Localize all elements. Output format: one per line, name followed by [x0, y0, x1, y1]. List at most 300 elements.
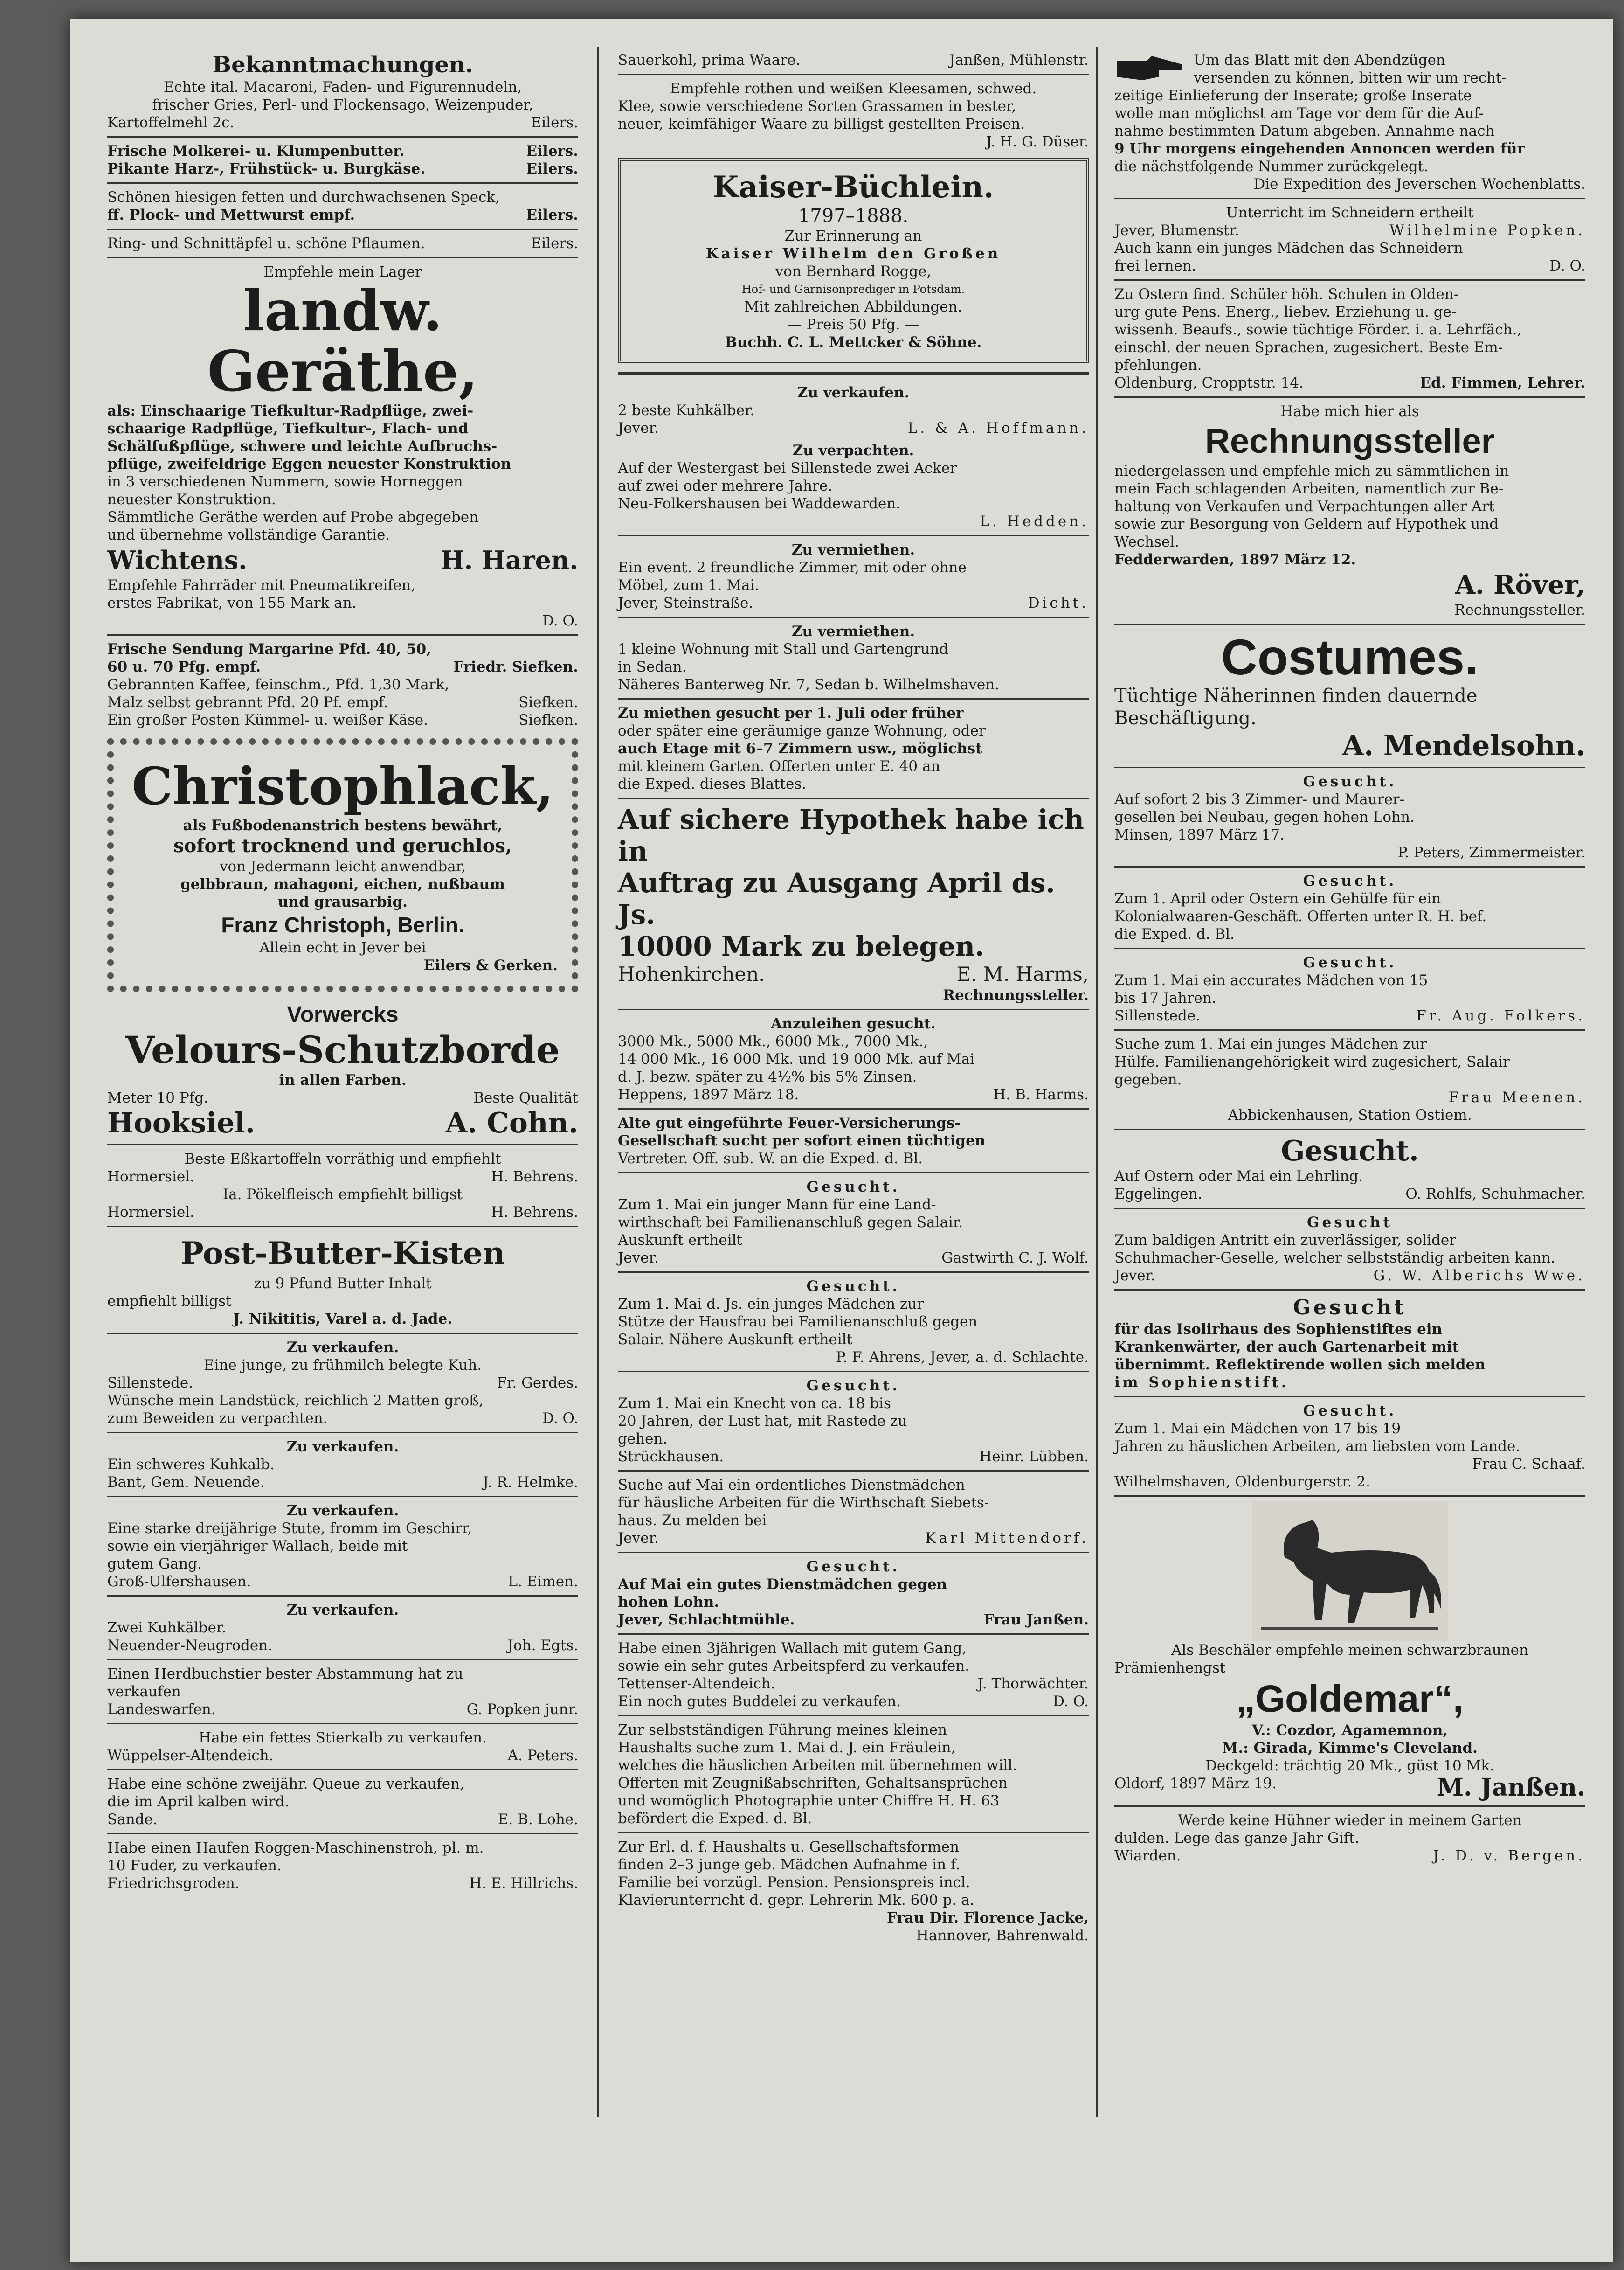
divider [1114, 1029, 1585, 1031]
ad-mendelsohn [1114, 630, 1585, 762]
ad-signature: P. F. Ahrens, Jever, a. d. Schlachte. [836, 1349, 1089, 1366]
ad-butter-kisten [107, 1232, 578, 1328]
ad-place: Wichtens. [107, 545, 248, 575]
ad-line: zeitige Einlieferung der Inserate; große Inserate [1114, 87, 1472, 104]
ad-line: Offerten mit Zeugnißabschriften, Gehaltsansprüchen [618, 1775, 1008, 1791]
ad-line: 9 Uhr morgens eingehenden Annoncen werden für [1114, 140, 1525, 157]
ad-signature: Frau Janßen. [983, 1611, 1089, 1628]
ad-line: die Exped. d. Bl. [1114, 926, 1235, 943]
ad-place: Hohenkirchen. [618, 963, 765, 986]
ad-line: Habe ein fettes Stierkalb zu verkaufen. [199, 1729, 487, 1746]
ad-line: haus. Zu melden bei [618, 1512, 767, 1529]
ad-line: Um das Blatt mit den Abendzügen [1194, 52, 1445, 69]
ad-line: Auf der Westergast bei Sillenstede zwei Acker [618, 460, 957, 477]
ad-behrens [107, 1150, 578, 1221]
ad-line: sofort trocknend und geruchlos, [173, 835, 512, 857]
ad-line: Meter 10 Pfg. [107, 1090, 208, 1106]
ad-line: zum Beweiden zu verpachten. [107, 1410, 328, 1427]
ad-line: neuer, keimfähiger Waare zu billigst gestellten Preisen. [618, 116, 1025, 132]
ad-place: Heppens, 1897 März 18. [618, 1086, 799, 1103]
ad-line: dulden. Lege das ganze Jahr Gift. [1114, 1830, 1360, 1847]
ad-line: 2 beste Kuhkälber. [618, 402, 755, 419]
column-3 [1114, 51, 1585, 1869]
ad-line: pflüge, zweifeldrige Eggen neuester Konstruktion [107, 456, 511, 472]
ad-line: Pikante Harz-, Frühstück- u. Burgkäse. [107, 160, 426, 177]
ad-line: Empfehle rothen und weißen Kleesamen, schwed. [670, 80, 1037, 97]
divider [1114, 767, 1585, 768]
column-1 [107, 51, 578, 1897]
ad-line: Haushalts suche zum 1. Mai d. J. ein Fräulein, [618, 1739, 956, 1756]
ad-folkers-meenen [1114, 954, 1585, 1124]
divider [1114, 1495, 1585, 1497]
divider [107, 1333, 578, 1334]
ad-line: die nächstfolgende Nummer zurückgelegt. [1114, 158, 1429, 175]
ad-heading: Gesucht. [1303, 954, 1397, 971]
ad-line: im Sophienstift. [1114, 1374, 1289, 1391]
ad-line: Familie bei vorzügl. Pension. Pensionspreis incl. [618, 1874, 970, 1891]
divider [618, 1633, 1089, 1635]
ad-line: Habe einen 3jährigen Wallach mit gutem Gang, [618, 1640, 967, 1657]
divider [107, 1659, 578, 1660]
ad-kaiser-buechlein [618, 158, 1089, 363]
ad-line: Zu Ostern find. Schüler höh. Schulen in Olden- [1114, 286, 1459, 303]
ad-line: 10000 Mark zu belegen. [618, 930, 985, 962]
ad-eilers-apples [107, 235, 578, 252]
ad-line: Zum 1. Mai ein junger Mann für eine Land- [618, 1196, 936, 1213]
ad-eilers-speck [107, 188, 578, 224]
divider [107, 1723, 578, 1724]
ad-line: schaarige Radpflüge, Tiefkultur-, Flach- und [107, 420, 469, 437]
divider [618, 617, 1089, 618]
ad-signature: Eilers. [526, 207, 578, 223]
ad-line: Frische Molkerei- u. Klumpenbutter. [107, 143, 405, 160]
ad-line: und übernehme vollständige Garantie. [107, 527, 390, 543]
ad-signature: Siefken. [518, 712, 578, 729]
ad-heading: Zu verkaufen. [286, 1339, 399, 1356]
ad-line: Vorwercks [287, 1002, 399, 1027]
ad-line: Beste Qualität [473, 1090, 578, 1106]
ad-signature: A. Cohn. [445, 1107, 578, 1139]
ad-helmke [107, 1438, 578, 1491]
ad-expedition-notice [1114, 51, 1585, 193]
ad-various-sales [107, 1601, 578, 1892]
ad-line: Klee, sowie verschiedene Sorten Grassamen in bester, [618, 98, 1016, 115]
ad-signature: E. B. Lohe. [498, 1811, 578, 1828]
ad-line: versenden zu können, bitten wir um recht- [1194, 69, 1507, 86]
ad-place: Sande. [107, 1811, 158, 1828]
ad-line: Kolonialwaaren-Geschäft. Offerten unter R. H. bef. [1114, 908, 1487, 925]
ad-thorwaechter [618, 1639, 1089, 1710]
divider [618, 698, 1089, 700]
ad-signature: Wilhelmine Popken. [1389, 222, 1585, 239]
horse-illustration [1252, 1501, 1448, 1641]
ad-heading: Gesucht. [1303, 873, 1397, 889]
divider [618, 535, 1089, 536]
ad-signature: L. Eimen. [508, 1573, 578, 1590]
ad-heading: Gesucht [1293, 1296, 1407, 1319]
section-title: Bekanntmachungen. [212, 52, 473, 78]
ad-line: Vertreter. Off. sub. W. an die Exped. d. Bl. [618, 1150, 923, 1167]
ad-zu-miethen [618, 704, 1089, 793]
ad-signature: H. Behrens. [491, 1168, 578, 1185]
ad-signature: D. O. [542, 612, 578, 629]
ad-line: Ia. Pökelfleisch empfiehlt billigst [222, 1186, 463, 1203]
ad-line: bis 17 Jahren. [1114, 990, 1216, 1007]
ad-line: befördert die Exped. d. Bl. [618, 1810, 812, 1827]
column-rule [597, 47, 599, 2117]
ad-line: Auskunft ertheilt [618, 1232, 742, 1249]
ad-signature: Buchh. C. L. Mettcker & Söhne. [725, 334, 982, 351]
ad-line: Auf Ostern oder Mai ein Lehrling. [1114, 1168, 1363, 1185]
ad-line: Ein schweres Kuhkalb. [107, 1456, 275, 1473]
ad-line: Habe einen Haufen Roggen-Maschinenstroh, pl. m. [107, 1840, 484, 1856]
ad-signature: Gastwirth C. J. Wolf. [941, 1250, 1089, 1266]
ad-signature: Janßen, Mühlenstr. [949, 52, 1089, 69]
ad-line: Ein event. 2 freundliche Zimmer, mit oder ohne [618, 559, 967, 576]
divider [618, 798, 1089, 799]
divider [107, 634, 578, 636]
ad-signature: H. Haren. [440, 545, 578, 575]
ad-line: für das Isolirhaus des Sophienstiftes ein [1114, 1321, 1443, 1338]
ad-line: niedergelassen und empfehle mich zu sämmtlichen in [1114, 463, 1509, 479]
ad-headline: „Goldemar“, [1236, 1678, 1464, 1720]
ad-line: neuester Konstruktion. [107, 491, 276, 508]
ad-line: einschl. der neuen Sprachen, zugesichert. Beste Em- [1114, 339, 1503, 356]
ad-alberichs [1114, 1214, 1585, 1284]
ad-heading: Zu vermiethen. [791, 623, 915, 640]
ad-headline: Post-Butter-Kisten [180, 1235, 505, 1271]
divider [1114, 198, 1585, 199]
ad-signature: Hannover, Bahrenwald. [916, 1927, 1089, 1944]
divider [618, 74, 1089, 75]
ad-headline: Costumes. [1221, 629, 1479, 685]
ad-line: urg gute Pens. Energ., liebev. Erziehung u. ge- [1114, 304, 1457, 320]
divider [1114, 279, 1585, 281]
ad-dicht [618, 541, 1089, 612]
ad-signature: J. Thorwächter. [977, 1675, 1089, 1692]
ad-line: Prämienhengst [1114, 1659, 1226, 1676]
ad-heading: Gesucht. [806, 1179, 900, 1195]
ad-line: finden 2–3 junge geb. Mädchen Aufnahme in f. [618, 1856, 961, 1873]
ad-line: Zum baldigen Antritt ein zuverlässiger, solider [1114, 1232, 1456, 1249]
ad-signature: D. O. [1549, 257, 1585, 274]
ad-line: Ring- und Schnittäpfel u. schöne Pflaumen. [107, 235, 425, 252]
ad-place: Minsen, 1897 März 17. [1114, 826, 1285, 843]
ad-line: Wechsel. [1114, 534, 1180, 550]
ad-heading: Gesucht. [806, 1278, 900, 1295]
ad-signature: Eilers & Gerken. [423, 957, 558, 974]
ad-line: mein Fach schlagenden Arbeiten, namentlich zur Be- [1114, 480, 1504, 497]
ad-headline: Kaiser-Büchlein. [712, 170, 994, 205]
ad-place: Neuender-Neugroden. [107, 1637, 273, 1654]
ad-eimen [107, 1502, 578, 1590]
ad-janssen-duser [618, 51, 1089, 151]
divider [107, 1833, 578, 1834]
divider [1114, 1289, 1585, 1291]
ad-heading: Zu verkaufen. [797, 384, 910, 401]
ad-line: Neu-Folkershausen bei Waddewarden. [618, 495, 901, 512]
ad-headline: Velours-Schutzborde [125, 1028, 560, 1072]
ad-place: Abbickenhausen, Station Ostiem. [1228, 1107, 1472, 1124]
ad-signature: Siefken. [518, 694, 578, 711]
ad-line: Deckgeld: trächtig 20 Mk., güst 10 Mk. [1205, 1757, 1494, 1774]
ad-line: Habe eine schöne zweijähr. Queue zu verkaufen, [107, 1776, 464, 1792]
ad-line: Kaiser Wilhelm den Großen [705, 245, 1001, 262]
ad-line: pfehlungen. [1114, 357, 1202, 374]
ad-line: 3000 Mk., 5000 Mk., 6000 Mk., 7000 Mk., [618, 1033, 928, 1050]
ad-line: erstes Fabrikat, von 155 Mark an. [107, 595, 357, 611]
ad-jacke-pension [618, 1838, 1089, 1944]
ad-place: Jever, Steinstraße. [618, 595, 753, 611]
ad-sophienstift [1114, 1295, 1585, 1391]
divider [107, 1595, 578, 1597]
ad-signature: Frau Dir. Florence Jacke, [886, 1909, 1089, 1926]
ad-line: Sauerkohl, prima Waare. [618, 52, 801, 69]
ad-place: Oldorf, 1897 März 19. [1114, 1775, 1277, 1792]
ad-line: 20 Jahren, der Lust hat, mit Rastede zu [618, 1413, 907, 1430]
ad-line: Eine junge, zu frühmilch belegte Kuh. [203, 1357, 482, 1374]
ad-heading: Gesucht [1307, 1214, 1393, 1231]
ad-signature: L. Hedden. [980, 513, 1089, 530]
ad-signature: H. B. Harms. [993, 1086, 1089, 1103]
ad-place: Groß-Ulfershausen. [107, 1573, 251, 1590]
ad-fraeulein [618, 1721, 1089, 1827]
ad-signature: J. D. v. Bergen. [1433, 1847, 1585, 1864]
ad-line: Gebrannten Kaffee, feinschm., Pfd. 1,30 Mark, [107, 676, 449, 693]
ad-gerdes [107, 1339, 578, 1427]
ad-line: in allen Farben. [279, 1072, 407, 1089]
ad-signature: G. Popken junr. [466, 1701, 578, 1718]
ad-line: wirthschaft bei Familienanschluß gegen Salair. [618, 1214, 963, 1231]
ad-line: Schönen hiesigen fetten und durchwachsenen Speck, [107, 189, 500, 206]
divider [1114, 396, 1585, 398]
ad-line: Einen Herdbuchstier bester Abstammung hat zu [107, 1666, 463, 1682]
ad-line: Suche auf Mai ein ordentliches Dienstmädchen [618, 1477, 965, 1493]
ad-line: Klavierunterricht d. gepr. Lehrerin Mk. 600 p. a. [618, 1892, 974, 1909]
ad-line: Unterricht im Schneidern ertheilt [1226, 204, 1474, 221]
divider [1114, 948, 1585, 949]
ad-place: Landeswarfen. [107, 1701, 216, 1718]
ad-line: Werde keine Hühner wieder in meinem Garten [1178, 1812, 1522, 1829]
ad-signature: Dicht. [1028, 595, 1089, 611]
ad-line: und womöglich Photographie unter Chiffre H. H. 63 [618, 1792, 1000, 1809]
ad-signature: Rechnungssteller. [943, 987, 1089, 1004]
ad-line: hohen Lohn. [618, 1594, 719, 1611]
ad-line: Beste Eßkartoffeln vorräthig und empfiehlt [184, 1151, 501, 1167]
ad-signature: A. Röver, [1455, 569, 1585, 600]
ad-siefken [107, 640, 578, 729]
ad-line: verkaufen [107, 1683, 181, 1700]
ad-signature: Karl Mittendorf. [925, 1530, 1089, 1547]
ad-line: Zur Erinnerung an [784, 228, 922, 244]
ad-eilers-pasta [107, 51, 578, 132]
ad-place: Wilhelmshaven, Oldenburgerstr. 2. [1114, 1473, 1370, 1490]
ad-eilers-butter [107, 142, 578, 178]
ad-line: Zwei Kuhkälber. [107, 1619, 227, 1636]
ad-line: Ein großer Posten Kümmel- u. weißer Käse. [107, 712, 428, 729]
ad-line: die Exped. dieses Blattes. [618, 776, 807, 792]
ad-line: 10 Fuder, zu verkaufen. [107, 1857, 282, 1874]
ad-place: Sillenstede. [1114, 1007, 1201, 1024]
ad-line: Auf Mai ein gutes Dienstmädchen gegen [618, 1576, 947, 1593]
ad-heading: Zu verkaufen. [286, 1438, 399, 1455]
ad-place: Tettenser-Altendeich. [618, 1675, 775, 1692]
ad-signature: J. R. Helmke. [483, 1474, 578, 1491]
ad-signature: P. Peters, Zimmermeister. [1397, 844, 1585, 861]
divider [618, 1832, 1089, 1833]
ad-wolf [618, 1178, 1089, 1267]
ad-line: empfiehlt billigst [107, 1293, 232, 1310]
ad-line: Zur Erl. d. f. Haushalts u. Gesellschaftsformen [618, 1839, 959, 1855]
ad-bergen [1114, 1812, 1585, 1865]
ad-line: Beschäftigung. [1114, 708, 1257, 729]
divider [107, 1226, 578, 1227]
ad-line: gehen. [618, 1430, 668, 1447]
ad-sedan-wohnung [618, 623, 1089, 694]
ad-line: haltung von Verkaufen und Verpachtungen aller Art [1114, 498, 1495, 515]
ad-line: Als Beschäler empfehle meinen schwarzbraunen [1171, 1642, 1528, 1659]
ad-signature: Fr. Aug. Folkers. [1416, 1007, 1585, 1024]
divider [618, 1552, 1089, 1553]
ad-signature: M. Janßen. [1437, 1773, 1585, 1802]
ad-line: Suche zum 1. Mai ein junges Mädchen zur [1114, 1036, 1427, 1053]
ad-line: Zum 1. Mai d. Js. ein junges Mädchen zur [618, 1296, 924, 1312]
ad-heading: Zu verpachten. [792, 442, 914, 459]
ad-line: ff. Plock- und Mettwurst empf. [107, 207, 355, 223]
ad-signature: A. Peters. [507, 1747, 578, 1764]
ad-line: gutem Gang. [107, 1555, 202, 1572]
ad-signature: Heinr. Lübben. [979, 1448, 1089, 1465]
ad-schaaf [1114, 1402, 1585, 1491]
ad-anzuleihen [618, 1015, 1089, 1104]
ad-line: Tüchtige Näherinnen finden dauernde [1114, 685, 1478, 707]
ad-line: Zum 1. Mai ein accurates Mädchen von 15 [1114, 972, 1428, 989]
divider [107, 1496, 578, 1497]
ad-signature: O. Rohlfs, Schuhmacher. [1405, 1186, 1585, 1202]
ad-place: Jever. [618, 1530, 659, 1547]
ad-line: welches die häuslichen Arbeiten mit übernehmen will. [618, 1757, 1017, 1774]
ad-line: Habe mich hier als [1280, 403, 1419, 420]
ad-line: Ein noch gutes Buddelei zu verkaufen. [618, 1693, 901, 1710]
pointing-hand-icon [1114, 51, 1184, 84]
ad-line: Jahren zu häuslichen Arbeiten, am liebsten vom Lande. [1114, 1438, 1520, 1455]
ad-signature: E. M. Harms, [956, 963, 1089, 986]
ad-signature: D. O. [1053, 1693, 1089, 1710]
divider [618, 1108, 1089, 1110]
divider [1114, 1129, 1585, 1130]
ad-line: Hof- und Garnisonprediger in Potsdam. [741, 283, 965, 296]
ad-line: Alte gut eingeführte Feuer-Versicherungs- [618, 1115, 961, 1132]
ad-signature: Die Expedition des Jeverschen Wochenblatts. [1253, 176, 1585, 193]
ad-line: 60 u. 70 Pfg. empf. [107, 659, 261, 675]
ad-signature: Eilers. [526, 143, 578, 160]
divider [618, 1371, 1089, 1372]
ad-line: Zur selbstständigen Führung meines kleinen [618, 1722, 947, 1738]
ad-line: Sämmtliche Geräthe werden auf Probe abgegeben [107, 509, 479, 526]
ad-line: oder später eine geräumige ganze Wohnung, oder [618, 722, 986, 739]
ad-line: mit kleinem Garten. Offerten unter E. 40 an [618, 758, 940, 775]
ad-place: Jever. [1114, 1267, 1155, 1284]
ad-line: — Preis 50 Pfg. — [787, 316, 919, 333]
ad-peters [1114, 773, 1585, 861]
ad-place: Eggelingen. [1114, 1186, 1202, 1202]
divider [1114, 1396, 1585, 1397]
ad-place: Hooksiel. [107, 1107, 255, 1139]
ad-line: Echte ital. Macaroni, Faden- und Figurennudeln, [163, 79, 522, 96]
ad-line: zu 9 Pfund Butter Inhalt [254, 1275, 432, 1292]
ad-line: Stütze der Hausfrau bei Familienanschluß gegen [618, 1313, 978, 1330]
ad-signature: Joh. Egts. [507, 1637, 578, 1654]
divider [618, 1470, 1089, 1472]
ad-place: Sillenstede. [107, 1374, 193, 1391]
divider [1114, 1805, 1585, 1807]
divider [618, 1172, 1089, 1173]
ad-line: wissenh. Beaufs., sowie tüchtige Förder. i. a. Lehrfäch., [1114, 321, 1522, 338]
ad-signature: H. Behrens. [491, 1204, 578, 1221]
ad-line: auf zwei oder mehrere Jahre. [618, 478, 833, 494]
ad-popken-schneidern [1114, 204, 1585, 275]
ad-line: Schälfußpflüge, schwere und leichte Aufbruchs- [107, 438, 498, 455]
ad-place: Wiarden. [1114, 1847, 1181, 1864]
ad-line: Malz selbst gebrannt Pfd. 20 Pf. empf. [107, 694, 388, 711]
ad-place: Friedrichsgroden. [107, 1875, 240, 1892]
ad-line: Allein echt in Jever bei [259, 939, 426, 956]
ad-heading: Gesucht. [806, 1558, 900, 1575]
ad-heading: Zu verkaufen. [286, 1502, 399, 1519]
ad-line: Eine starke dreijährige Stute, fromm im Geschirr, [107, 1520, 472, 1537]
ad-line: Zum 1. Mai ein Mädchen von 17 bis 19 [1114, 1420, 1401, 1437]
ad-signature: A. Mendelsohn. [1342, 729, 1585, 762]
ad-line: Auf sichere Hypothek habe ich in [618, 804, 1084, 867]
divider [107, 229, 578, 230]
ad-line: als Fußbodenanstrich bestens bewährt, [183, 817, 503, 834]
ad-line: Empfehle Fahrräder mit Pneumatikreifen, [107, 577, 416, 594]
ad-line: d. J. bezw. später zu 4½% bis 5% Zinsen. [618, 1069, 917, 1085]
ad-signature: L. & A. Hoffmann. [907, 420, 1089, 437]
ad-heading: Gesucht. [1303, 1402, 1397, 1419]
ad-goldemar [1114, 1501, 1585, 1801]
ad-line: sowie ein sehr gutes Arbeitspferd zu verkaufen. [618, 1658, 970, 1674]
ad-line: Gesellschaft sucht per sofort einen tüchtigen [618, 1132, 986, 1149]
ad-line: Zu miethen gesucht per 1. Juli oder früher [618, 705, 964, 722]
ad-line: auch Etage mit 6–7 Zimmern usw., möglichst [618, 740, 982, 757]
ad-signature: G. W. Alberichs Wwe. [1373, 1267, 1585, 1284]
ad-line: frei lernen. [1114, 257, 1196, 274]
divider [618, 1009, 1089, 1010]
ad-line: Auch kann ein junges Mädchen das Schneidern [1114, 240, 1463, 257]
ad-place: Fedderwarden, 1897 März 12. [1114, 551, 1356, 568]
divider [107, 1432, 578, 1433]
ad-line: Näheres Banterweg Nr. 7, Sedan b. Wilhelmshaven. [618, 676, 1000, 693]
ad-line: Frische Sendung Margarine Pfd. 40, 50, [107, 641, 432, 658]
ad-line: Wünsche mein Landstück, reichlich 2 Matten groß, [107, 1392, 484, 1409]
ad-line: die im April kalben wird. [107, 1793, 290, 1810]
ad-line: Krankenwärter, der auch Gartenarbeit mit [1114, 1339, 1459, 1355]
ad-line: von Bernhard Rogge, [775, 263, 932, 280]
ad-line: 1797–1888. [798, 205, 909, 227]
ad-cohn-velours [107, 1001, 578, 1139]
ad-signature: Eilers. [531, 235, 578, 252]
ad-place: Jever. [618, 1250, 659, 1266]
ad-signature: Frau C. Schaaf. [1472, 1456, 1585, 1472]
ad-rohlfs [1114, 1135, 1585, 1203]
ad-line: gegeben. [1114, 1071, 1182, 1088]
ad-line: als: Einschaarige Tiefkultur-Radpflüge, zwei- [107, 403, 474, 419]
ad-signature: H. E. Hillrichs. [469, 1875, 578, 1892]
ad-line: Franz Christoph, Berlin. [221, 913, 464, 937]
ad-line: in 3 verschiedenen Nummern, sowie Horneggen [107, 473, 463, 490]
ad-hypothek-harms [618, 804, 1089, 1004]
